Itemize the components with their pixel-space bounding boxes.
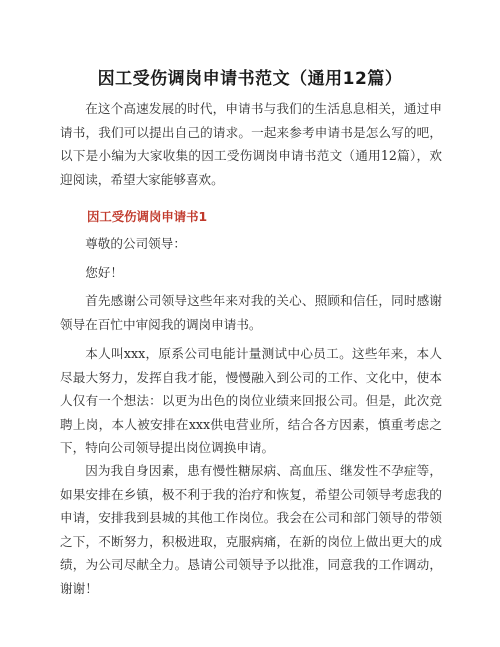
body-paragraph-thanks: 首先感谢公司领导这些年来对我的关心、照顾和信任，同时感谢领导在百忙中审阅我的调岗申请书。 [60,293,442,332]
salutation: 尊敬的公司领导： [85,236,186,251]
greeting: 您好！ [85,265,123,280]
body-paragraph-reason: 因为我自身因素，患有慢性糖尿病、高血压、继发性不孕症等，如果安排在乡镇，极不利于我的治疗和恢复，希望公司领导考虑我的申请，安排我到县城的其他工作岗位。我会在公司和部门领导的带领之下，不断努力，积极进取，克服病痛，在新的岗位上做出更大的成绩，为公司尽献全力。恳请公司领导予以批准，同意我的工作调动，谢谢！ [60,463,442,596]
section-heading: 因工受伤调岗申请书1 [87,209,208,224]
document-title: 因工受伤调岗申请书范文（通用12篇） [97,69,403,89]
intro-paragraph: 在这个高速发展的时代，申请书与我们的生活息息相关，通过申请书，我们可以提出自己的请求。一起来参考申请书是怎么写的吧，以下是小编为大家收集的因工受伤调岗申请书范文（通用12篇），欢迎阅读，希望大家能够喜欢。 [60,101,442,187]
body-paragraph-self-introduction: 本人叫xxx，原系公司电能计量测试中心员工。这些年来，本人尽最大努力，发挥自我才能，慢慢融入到公司的工作、文化中，使本人仅有一个想法：以更为出色的岗位业绩来回报公司。但是，此次竞聘上岗，本人被安排在xxx供电营业所，结合各方因素，慎重考虑之下，特向公司领导提出岗位调换申请。 [60,346,442,456]
